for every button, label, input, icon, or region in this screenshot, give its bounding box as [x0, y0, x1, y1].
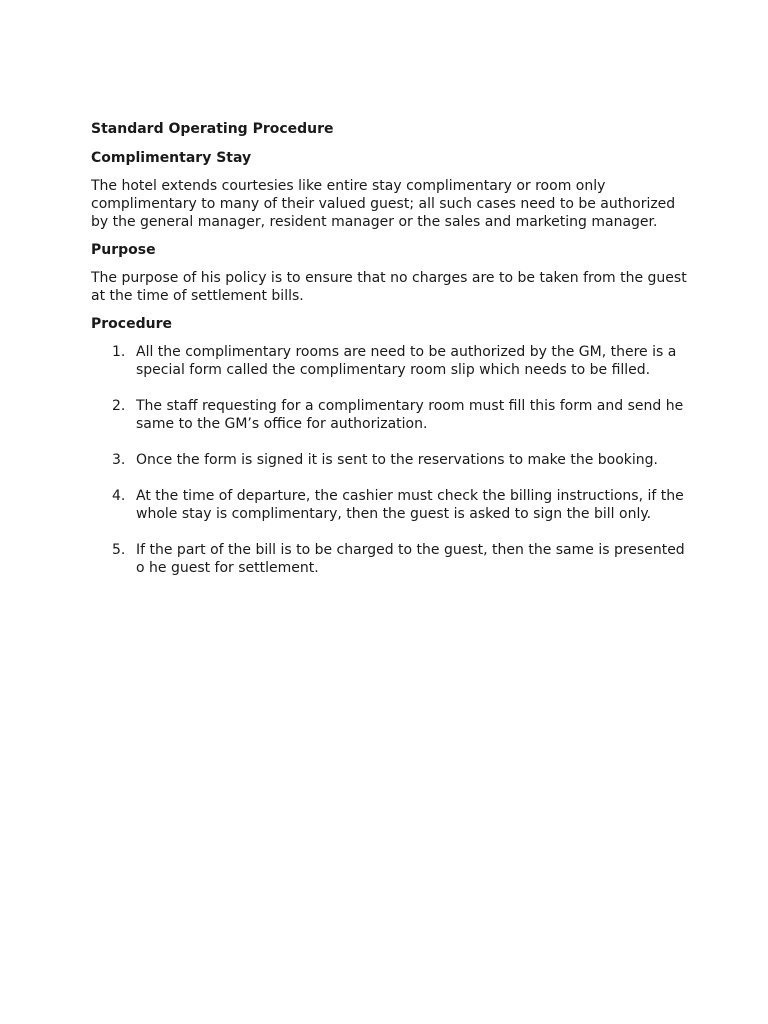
list-number: 2. — [112, 398, 126, 414]
list-item-text: At the time of departure, the cashier must check the billing instructions, if the whole stay is complimentary, then the guest is asked to sign the bill only. — [136, 488, 684, 522]
list-item-text: All the complimentary rooms are need to be authorized by the GM, there is a special form called the complimentary room slip which needs to be filled. — [136, 344, 677, 378]
procedure-item-1 — [91, 343, 691, 379]
intro-paragraph: The hotel extends courtesies like entire stay complimentary or room only complimentary to many of their valued guest; all such cases need to be authorized by the general manager, resident manager or the sales and marketing manager. — [91, 178, 676, 230]
procedure-item-5 — [91, 541, 691, 577]
procedure-item-3 — [91, 451, 691, 469]
procedure-item-4 — [91, 487, 691, 523]
purpose-paragraph: The purpose of his policy is to ensure that no charges are to be taken from the guest at the time of settlement bills. — [91, 270, 687, 304]
procedure-list — [91, 343, 691, 577]
purpose-heading: Purpose — [91, 242, 156, 258]
list-number: 4. — [112, 488, 126, 504]
document-title: Standard Operating Procedure — [91, 121, 334, 137]
list-item-text: If the part of the bill is to be charged to the guest, then the same is presented o he guest for settlement. — [136, 542, 685, 576]
document-page — [91, 118, 691, 595]
list-item-text: The staff requesting for a complimentary room must fill this form and send he same to the GM’s office for authorization. — [136, 398, 684, 432]
procedure-heading: Procedure — [91, 316, 172, 332]
procedure-item-2 — [91, 397, 691, 433]
document-subtitle: Complimentary Stay — [91, 150, 252, 166]
list-item-text: Once the form is signed it is sent to the reservations to make the booking. — [136, 452, 659, 468]
list-number: 5. — [112, 542, 126, 558]
list-number: 3. — [112, 452, 126, 468]
list-number: 1. — [112, 344, 126, 360]
